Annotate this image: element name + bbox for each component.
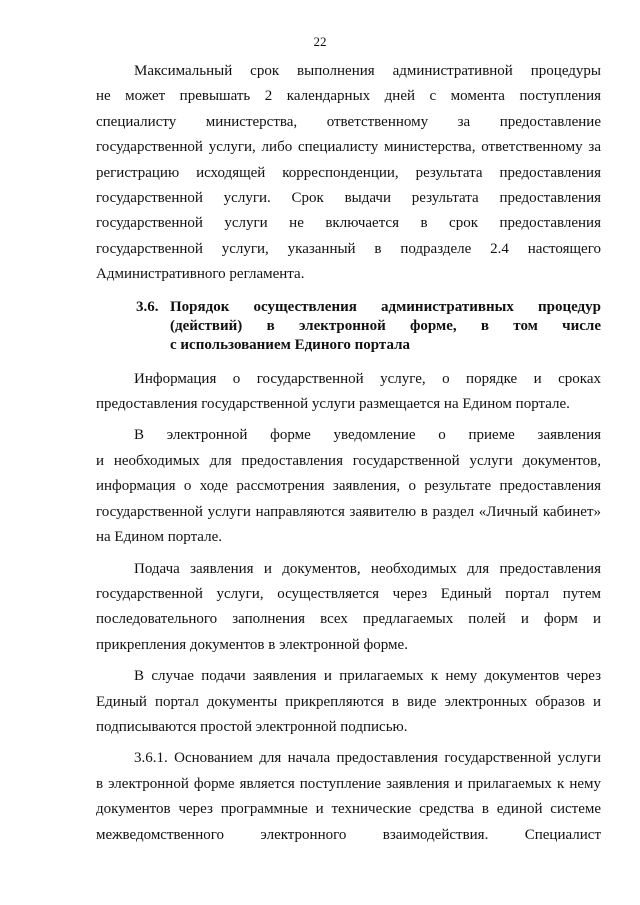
text-line: государственной услуги, указанный в подразделе 2.4 настоящего <box>96 240 601 257</box>
paragraph-information <box>96 367 601 418</box>
document-body <box>96 59 601 848</box>
text-line: В электронной форме уведомление о приеме заявления <box>134 427 601 444</box>
text-line: специалисту министерства, ответственному за предоставление <box>96 113 601 130</box>
page-number: 22 <box>313 34 327 49</box>
paragraph-attachments <box>96 664 601 740</box>
text-line: документов через программные и технические средства в единой системе <box>96 801 601 818</box>
text-line: Подача заявления и документов, необходимых для предоставления <box>134 560 601 577</box>
text-line: прикрепления документов в электронной форме. <box>96 636 408 653</box>
text-line: на Едином портале. <box>96 529 222 546</box>
section-title-line: с использованием Единого портала <box>170 336 411 353</box>
text-line: и необходимых для предоставления государственной услуги документов, <box>96 452 601 469</box>
text-line: информация о ходе рассмотрения заявления, о результате предоставления <box>96 478 601 495</box>
paragraph-notification <box>96 423 601 550</box>
section-number: 3.6. <box>136 298 159 315</box>
paragraph-submission <box>96 557 601 659</box>
section-title-line: Порядок осуществления административных процедур <box>170 298 601 315</box>
text-line: в электронной форме является поступление заявления и прилагаемых к нему <box>96 775 601 792</box>
text-line: В случае подачи заявления и прилагаемых к нему документов через <box>134 668 601 685</box>
text-line: последовательного заполнения всех предлагаемых полей и форм и <box>96 611 601 628</box>
text-line: межведомственного электронного взаимодействия. Специалист <box>96 826 601 843</box>
text-line: Единый портал документы прикрепляются в виде электронных образов и <box>96 693 601 710</box>
paragraph-3-6-1 <box>96 746 601 848</box>
paragraph-max-term <box>96 59 601 288</box>
text-line: государственной услуги направляются заявителю в раздел «Личный кабинет» <box>96 503 601 520</box>
text-line: 3.6.1. Основанием для начала предоставления государственной услуги <box>134 750 601 767</box>
text-line: предоставления государственной услуги размещается на Едином портале. <box>96 396 570 413</box>
section-title <box>170 298 601 355</box>
text-line: государственной услуги. Срок выдачи результата предоставления <box>96 190 601 207</box>
text-line: государственной услуги не включается в срок предоставления <box>96 215 601 232</box>
text-line: Максимальный срок выполнения административной процедуры <box>134 63 601 79</box>
text-line: государственной услуги, осуществляется через Единый портал путем <box>96 585 601 602</box>
text-line: Административного регламента. <box>96 266 305 283</box>
text-line: регистрацию исходящей корреспонденции, результата предоставления <box>96 164 601 181</box>
text-line: государственной услуги, либо специалисту министерства, ответственному за <box>96 139 601 156</box>
section-heading <box>96 298 601 355</box>
text-line: Информация о государственной услуге, о порядке и сроках <box>134 370 601 387</box>
text-line: не может превышать 2 календарных дней с момента поступления <box>96 88 601 105</box>
section-title-line: (действий) в электронной форме, в том числе <box>170 317 601 334</box>
text-line: подписываются простой электронной подписью. <box>96 718 408 735</box>
